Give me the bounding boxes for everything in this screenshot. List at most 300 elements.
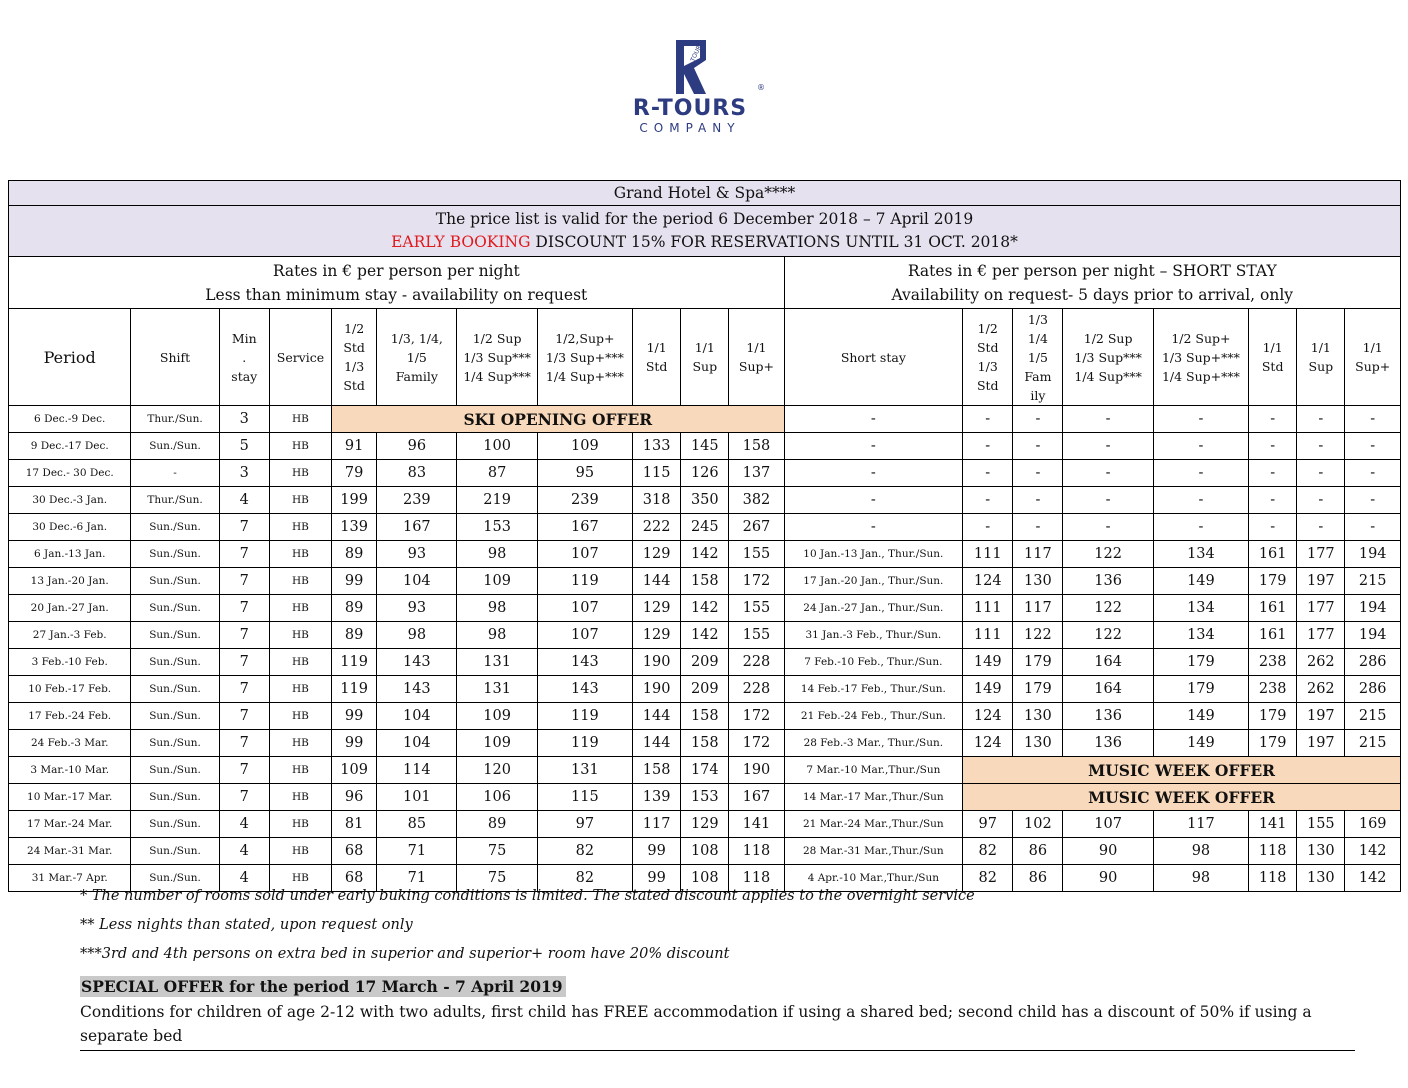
short-stay-cell: 31 Jan.-3 Feb., Thur./Sun. <box>784 622 963 649</box>
period-cell: 30 Dec.-3 Jan. <box>9 487 131 514</box>
short-rate-cell: 117 <box>1013 595 1063 622</box>
short-rate-cell: 164 <box>1063 676 1153 703</box>
rate-cell: 143 <box>377 649 457 676</box>
rate-cell: 228 <box>729 649 784 676</box>
rate-cell: 139 <box>633 784 681 811</box>
header-line: 1/3 Sup+*** <box>545 349 624 365</box>
col-room-left <box>633 309 681 406</box>
rate-cell: 172 <box>729 730 784 757</box>
short-rate-cell: - <box>1297 460 1345 487</box>
short-rate-cell: - <box>1013 514 1063 541</box>
rate-cell: 190 <box>633 649 681 676</box>
rates-right-header <box>784 257 1400 309</box>
short-rate-cell: 97 <box>963 811 1013 838</box>
col-room-right <box>1063 309 1153 406</box>
ski-offer-cell: SKI OPENING OFFER <box>332 406 784 433</box>
short-rate-cell: 194 <box>1345 622 1401 649</box>
header-line: Std <box>976 340 999 355</box>
rate-cell: 143 <box>537 649 632 676</box>
header-line: Sup+ <box>738 359 774 374</box>
rate-cell: 228 <box>729 676 784 703</box>
rate-cell: 115 <box>633 460 681 487</box>
short-rate-cell: - <box>1249 514 1297 541</box>
rate-cell: 199 <box>332 487 377 514</box>
short-rate-cell: 124 <box>963 703 1013 730</box>
service-cell: HB <box>269 784 331 811</box>
shift-cell: Sun./Sun. <box>131 811 219 838</box>
short-rate-cell: 86 <box>1013 838 1063 865</box>
rate-cell: 129 <box>633 541 681 568</box>
rate-cell: 239 <box>377 487 457 514</box>
rate-cell: 99 <box>633 838 681 865</box>
service-cell: HB <box>269 433 331 460</box>
header-line: 1/2 Sup+ <box>1171 330 1231 346</box>
min-stay-cell: 7 <box>219 784 269 811</box>
footnote-1: * The number of rooms sold under early buking conditions is limited. The stated discount applies to the overnight service <box>80 888 975 904</box>
period-cell: 30 Dec.-6 Jan. <box>9 514 131 541</box>
rate-cell: 139 <box>332 514 377 541</box>
col-room-right <box>963 309 1013 406</box>
rate-cell: 85 <box>377 811 457 838</box>
short-rate-cell: 134 <box>1153 541 1248 568</box>
rate-cell: 167 <box>537 514 632 541</box>
rate-cell: 118 <box>729 838 784 865</box>
shift-cell: Sun./Sun. <box>131 703 219 730</box>
period-cell: 10 Feb.-17 Feb. <box>9 676 131 703</box>
short-rate-cell: - <box>1345 406 1401 433</box>
short-rate-cell: 142 <box>1345 838 1401 865</box>
short-stay-cell: 14 Feb.-17 Feb., Thur./Sun. <box>784 676 963 703</box>
short-rate-cell: 238 <box>1249 676 1297 703</box>
short-rate-cell: - <box>1013 406 1063 433</box>
short-stay-cell: 28 Feb.-3 Mar., Thur./Sun. <box>784 730 963 757</box>
short-rate-cell: - <box>1063 460 1153 487</box>
short-rate-cell: 179 <box>1013 649 1063 676</box>
period-cell: 6 Dec.-9 Dec. <box>9 406 131 433</box>
short-rate-cell: - <box>1345 487 1401 514</box>
validity-text: The price list is valid for the period 6 December 2018 – 7 April 2019 <box>435 210 974 228</box>
header-line: 1/3 <box>344 359 365 374</box>
rate-cell: 115 <box>537 784 632 811</box>
period-cell: 3 Mar.-10 Mar. <box>9 757 131 784</box>
shift-cell: Sun./Sun. <box>131 595 219 622</box>
rate-cell: 75 <box>457 865 537 892</box>
table-row <box>9 460 1401 487</box>
shift-cell: Sun./Sun. <box>131 865 219 892</box>
validity-row <box>9 206 1401 257</box>
short-rate-cell: - <box>963 433 1013 460</box>
short-rate-cell: 117 <box>1153 811 1248 838</box>
footnote-3: ***3rd and 4th persons on extra bed in superior and superior+ room have 20% discount <box>80 946 730 962</box>
service-cell: HB <box>269 460 331 487</box>
rates-left-header <box>9 257 785 309</box>
rate-cell: 131 <box>457 676 537 703</box>
column-header-row <box>9 309 1401 406</box>
period-cell: 31 Mar.-7 Apr. <box>9 865 131 892</box>
early-booking-text <box>9 231 1400 254</box>
rate-cell: 155 <box>729 541 784 568</box>
short-stay-cell: - <box>784 487 963 514</box>
short-rate-cell: 82 <box>963 865 1013 892</box>
music-offer-cell: MUSIC WEEK OFFER <box>963 784 1401 811</box>
short-rate-cell: - <box>1249 487 1297 514</box>
header-line: Std <box>645 359 668 374</box>
rate-cell: 155 <box>729 595 784 622</box>
short-rate-cell: 197 <box>1297 703 1345 730</box>
short-rate-cell: - <box>1013 433 1063 460</box>
rate-cell: 172 <box>729 703 784 730</box>
rate-cell: 129 <box>633 622 681 649</box>
min-stay-cell: 7 <box>219 541 269 568</box>
short-rate-cell: 122 <box>1063 622 1153 649</box>
shift-cell: Sun./Sun. <box>131 784 219 811</box>
min-stay-cell: 7 <box>219 595 269 622</box>
shift-cell: Sun./Sun. <box>131 541 219 568</box>
rate-cell: 104 <box>377 703 457 730</box>
shift-cell: Sun./Sun. <box>131 838 219 865</box>
table-row <box>9 487 1401 514</box>
early-booking-highlight: EARLY BOOKING <box>391 233 531 251</box>
col-service: Service <box>269 309 331 406</box>
header-line: 1/3 <box>977 359 998 374</box>
rate-cell: 144 <box>633 568 681 595</box>
rate-cell: 142 <box>681 541 729 568</box>
short-rate-cell: 262 <box>1297 676 1345 703</box>
rate-cell: 82 <box>537 838 632 865</box>
short-rate-cell: 124 <box>963 730 1013 757</box>
rate-cell: 79 <box>332 460 377 487</box>
header-line: 1/2 Sup <box>472 330 522 346</box>
logo-mark-text: TOURS <box>689 41 705 63</box>
service-cell: HB <box>269 649 331 676</box>
rate-cell: 190 <box>729 757 784 784</box>
special-offer-heading: SPECIAL OFFER for the period 17 March - 7 April 2019 <box>80 976 566 997</box>
short-rate-cell: 117 <box>1013 541 1063 568</box>
service-cell: HB <box>269 541 331 568</box>
rate-cell: 98 <box>457 595 537 622</box>
rate-cell: 114 <box>377 757 457 784</box>
title-row <box>9 181 1401 206</box>
rate-cell: 99 <box>332 730 377 757</box>
short-rate-cell: 130 <box>1297 865 1345 892</box>
validity-cell <box>9 206 1401 257</box>
table-row <box>9 757 1401 784</box>
header-line: 1/2 <box>344 321 365 336</box>
col-room-right <box>1345 309 1401 406</box>
shift-cell: Sun./Sun. <box>131 730 219 757</box>
min-stay-cell: 4 <box>219 865 269 892</box>
short-rate-cell: 179 <box>1249 703 1297 730</box>
rate-cell: 68 <box>332 865 377 892</box>
shift-cell: - <box>131 460 219 487</box>
period-cell: 10 Mar.-17 Mar. <box>9 784 131 811</box>
rate-cell: 109 <box>457 568 537 595</box>
service-cell: HB <box>269 811 331 838</box>
service-cell: HB <box>269 730 331 757</box>
short-rate-cell: - <box>1013 460 1063 487</box>
min-stay-cell: 4 <box>219 487 269 514</box>
header-line: 1/4 Sup*** <box>1074 368 1142 384</box>
header-line: 1/4 Sup+*** <box>545 368 624 384</box>
short-rate-cell: 122 <box>1013 622 1063 649</box>
short-rate-cell: - <box>963 487 1013 514</box>
short-rate-cell: 142 <box>1345 865 1401 892</box>
rate-cell: 167 <box>729 784 784 811</box>
short-rate-cell: - <box>1153 487 1248 514</box>
col-min-stay <box>219 309 269 406</box>
rate-cell: 174 <box>681 757 729 784</box>
shift-cell: Sun./Sun. <box>131 757 219 784</box>
rate-cell: 93 <box>377 595 457 622</box>
rate-cell: 119 <box>537 568 632 595</box>
header-line: stay <box>231 368 258 384</box>
rate-cell: 350 <box>681 487 729 514</box>
service-cell: HB <box>269 622 331 649</box>
rate-cell: 89 <box>332 622 377 649</box>
short-rate-cell: 179 <box>1013 676 1063 703</box>
short-stay-cell: - <box>784 433 963 460</box>
short-rate-cell: 161 <box>1249 595 1297 622</box>
rate-cell: 131 <box>457 649 537 676</box>
children-conditions: Conditions for children of age 2-12 with two adults, first child has FREE accommodation if using a shared bed; second child has a discount of 50% if using a separate bed <box>80 1000 1355 1051</box>
period-cell: 17 Dec.- 30 Dec. <box>9 460 131 487</box>
short-rate-cell: - <box>1063 514 1153 541</box>
rates-right-line2: Availability on request- 5 days prior to arrival, only <box>891 285 1294 304</box>
col-period: Period <box>9 309 131 406</box>
short-rate-cell: - <box>1297 433 1345 460</box>
short-rate-cell: 111 <box>963 622 1013 649</box>
short-stay-cell: - <box>784 514 963 541</box>
header-line: 1/2 <box>977 321 998 336</box>
rate-cell: 144 <box>633 730 681 757</box>
rate-cell: 118 <box>729 865 784 892</box>
period-cell: 6 Jan.-13 Jan. <box>9 541 131 568</box>
rate-cell: 158 <box>633 757 681 784</box>
short-rate-cell: 197 <box>1297 730 1345 757</box>
rate-cell: 99 <box>332 703 377 730</box>
short-rate-cell: 141 <box>1249 811 1297 838</box>
service-cell: HB <box>269 595 331 622</box>
rate-cell: 83 <box>377 460 457 487</box>
short-rate-cell: 136 <box>1063 703 1153 730</box>
header-line: 1/5 <box>1027 349 1048 365</box>
short-rate-cell: 130 <box>1013 730 1063 757</box>
rate-cell: 107 <box>537 541 632 568</box>
rate-cell: 172 <box>729 568 784 595</box>
col-room-right <box>1153 309 1248 406</box>
short-rate-cell: 177 <box>1297 595 1345 622</box>
header-line: 1/1 <box>746 340 767 355</box>
col-room-left <box>729 309 784 406</box>
rate-cell: 143 <box>377 676 457 703</box>
table-row <box>9 568 1401 595</box>
short-rate-cell: 130 <box>1013 568 1063 595</box>
early-booking-rest: DISCOUNT 15% FOR RESERVATIONS UNTIL 31 OCT. 2018* <box>530 233 1018 251</box>
rate-cell: 108 <box>681 838 729 865</box>
rate-cell: 68 <box>332 838 377 865</box>
col-room-left <box>537 309 632 406</box>
short-rate-cell: - <box>1063 433 1153 460</box>
header-line: ily <box>1030 387 1046 403</box>
short-rate-cell: 136 <box>1063 730 1153 757</box>
short-rate-cell: - <box>1249 406 1297 433</box>
short-stay-cell: 7 Feb.-10 Feb., Thur./Sun. <box>784 649 963 676</box>
short-rate-cell: - <box>1153 406 1248 433</box>
min-stay-cell: 7 <box>219 676 269 703</box>
short-rate-cell: - <box>1297 487 1345 514</box>
min-stay-cell: 7 <box>219 568 269 595</box>
min-stay-cell: 7 <box>219 757 269 784</box>
short-rate-cell: - <box>1249 460 1297 487</box>
short-rate-cell: 90 <box>1063 838 1153 865</box>
table-row <box>9 838 1401 865</box>
short-rate-cell: 161 <box>1249 541 1297 568</box>
rate-cell: 167 <box>377 514 457 541</box>
rate-cell: 382 <box>729 487 784 514</box>
logo-registered: ® <box>757 83 765 92</box>
table-row <box>9 433 1401 460</box>
rate-cell: 93 <box>377 541 457 568</box>
short-rate-cell: - <box>1063 487 1153 514</box>
short-rate-cell: 149 <box>1153 730 1248 757</box>
short-rate-cell: 179 <box>1249 568 1297 595</box>
rate-cell: 245 <box>681 514 729 541</box>
rate-cell: 100 <box>457 433 537 460</box>
rate-cell: 158 <box>681 730 729 757</box>
rate-cell: 209 <box>681 676 729 703</box>
rate-cell: 119 <box>332 676 377 703</box>
short-rate-cell: - <box>1013 487 1063 514</box>
header-line: Sup <box>1308 359 1334 374</box>
rate-cell: 129 <box>633 595 681 622</box>
header-line: Sup+ <box>1355 359 1391 374</box>
col-shift: Shift <box>131 309 219 406</box>
min-stay-cell: 5 <box>219 433 269 460</box>
header-line: 1/3, 1/4, <box>390 330 443 346</box>
header-line: 1/3 Sup*** <box>463 349 531 365</box>
rate-cell: 98 <box>377 622 457 649</box>
rate-cell: 318 <box>633 487 681 514</box>
col-room-left <box>377 309 457 406</box>
col-room-right <box>1297 309 1345 406</box>
short-rate-cell: 98 <box>1153 865 1248 892</box>
min-stay-cell: 4 <box>219 811 269 838</box>
rate-cell: 190 <box>633 676 681 703</box>
period-cell: 24 Mar.-31 Mar. <box>9 838 131 865</box>
logo-company: COMPANY <box>639 121 741 135</box>
short-rate-cell: 86 <box>1013 865 1063 892</box>
rate-cell: 99 <box>332 568 377 595</box>
short-rate-cell: 262 <box>1297 649 1345 676</box>
header-line: . <box>242 349 247 365</box>
col-room-left <box>457 309 537 406</box>
short-rate-cell: 149 <box>1153 703 1248 730</box>
rate-cell: 97 <box>537 811 632 838</box>
rate-cell: 153 <box>457 514 537 541</box>
short-rate-cell: - <box>963 514 1013 541</box>
short-rate-cell: 179 <box>1249 730 1297 757</box>
period-cell: 9 Dec.-17 Dec. <box>9 433 131 460</box>
rate-cell: 109 <box>457 730 537 757</box>
rate-cell: 153 <box>681 784 729 811</box>
rate-cell: 129 <box>681 811 729 838</box>
header-line: Std <box>976 378 999 393</box>
col-short-stay: Short stay <box>784 309 963 406</box>
short-rate-cell: 149 <box>963 649 1013 676</box>
service-cell: HB <box>269 757 331 784</box>
short-rate-cell: 130 <box>1297 838 1345 865</box>
short-rate-cell: - <box>1249 433 1297 460</box>
company-logo <box>614 38 770 138</box>
rate-cell: 81 <box>332 811 377 838</box>
short-stay-cell: 14 Mar.-17 Mar.,Thur./Sun <box>784 784 963 811</box>
short-rate-cell: 107 <box>1063 811 1153 838</box>
short-rate-cell: 82 <box>963 838 1013 865</box>
rate-cell: 143 <box>537 676 632 703</box>
short-rate-cell: - <box>1297 406 1345 433</box>
rate-cell: 131 <box>537 757 632 784</box>
header-line: Std <box>343 340 365 355</box>
rate-cell: 107 <box>537 622 632 649</box>
short-rate-cell: 238 <box>1249 649 1297 676</box>
period-cell: 17 Feb.-24 Feb. <box>9 703 131 730</box>
short-rate-cell: 169 <box>1345 811 1401 838</box>
rate-cell: 222 <box>633 514 681 541</box>
header-line: 1/4 <box>1027 330 1048 346</box>
header-line: 1/2 Sup <box>1083 330 1133 346</box>
shift-cell: Sun./Sun. <box>131 676 219 703</box>
price-table <box>8 180 1401 892</box>
header-line: 1/1 <box>646 340 667 355</box>
rate-cell: 89 <box>332 541 377 568</box>
header-line: 1/5 <box>406 349 427 365</box>
short-rate-cell: - <box>963 406 1013 433</box>
col-room-right <box>1249 309 1297 406</box>
short-rate-cell: 149 <box>1153 568 1248 595</box>
rates-header-row <box>9 257 1401 309</box>
rate-cell: 71 <box>377 865 457 892</box>
music-offer-cell: MUSIC WEEK OFFER <box>963 757 1401 784</box>
short-rate-cell: 194 <box>1345 541 1401 568</box>
col-room-left <box>332 309 377 406</box>
header-line: Min <box>231 330 257 346</box>
rate-cell: 119 <box>332 649 377 676</box>
rate-cell: 120 <box>457 757 537 784</box>
min-stay-cell: 3 <box>219 460 269 487</box>
short-rate-cell: - <box>1063 406 1153 433</box>
shift-cell: Sun./Sun. <box>131 649 219 676</box>
period-cell: 20 Jan.-27 Jan. <box>9 595 131 622</box>
header-line: Std <box>343 378 365 393</box>
r-tours-logo-icon <box>614 38 770 98</box>
short-rate-cell: 177 <box>1297 541 1345 568</box>
rate-cell: 104 <box>377 730 457 757</box>
short-rate-cell: 98 <box>1153 838 1248 865</box>
table-row <box>9 811 1401 838</box>
rate-cell: 119 <box>537 703 632 730</box>
min-stay-cell: 3 <box>219 406 269 433</box>
short-stay-cell: 17 Jan.-20 Jan., Thur./Sun. <box>784 568 963 595</box>
col-room-right <box>1013 309 1063 406</box>
header-line: 1/4 Sup+*** <box>1161 368 1240 384</box>
short-rate-cell: 149 <box>963 676 1013 703</box>
short-stay-cell: 21 Feb.-24 Feb., Thur./Sun. <box>784 703 963 730</box>
service-cell: HB <box>269 838 331 865</box>
short-rate-cell: 122 <box>1063 595 1153 622</box>
min-stay-cell: 4 <box>219 838 269 865</box>
short-rate-cell: 179 <box>1153 676 1248 703</box>
rate-cell: 101 <box>377 784 457 811</box>
